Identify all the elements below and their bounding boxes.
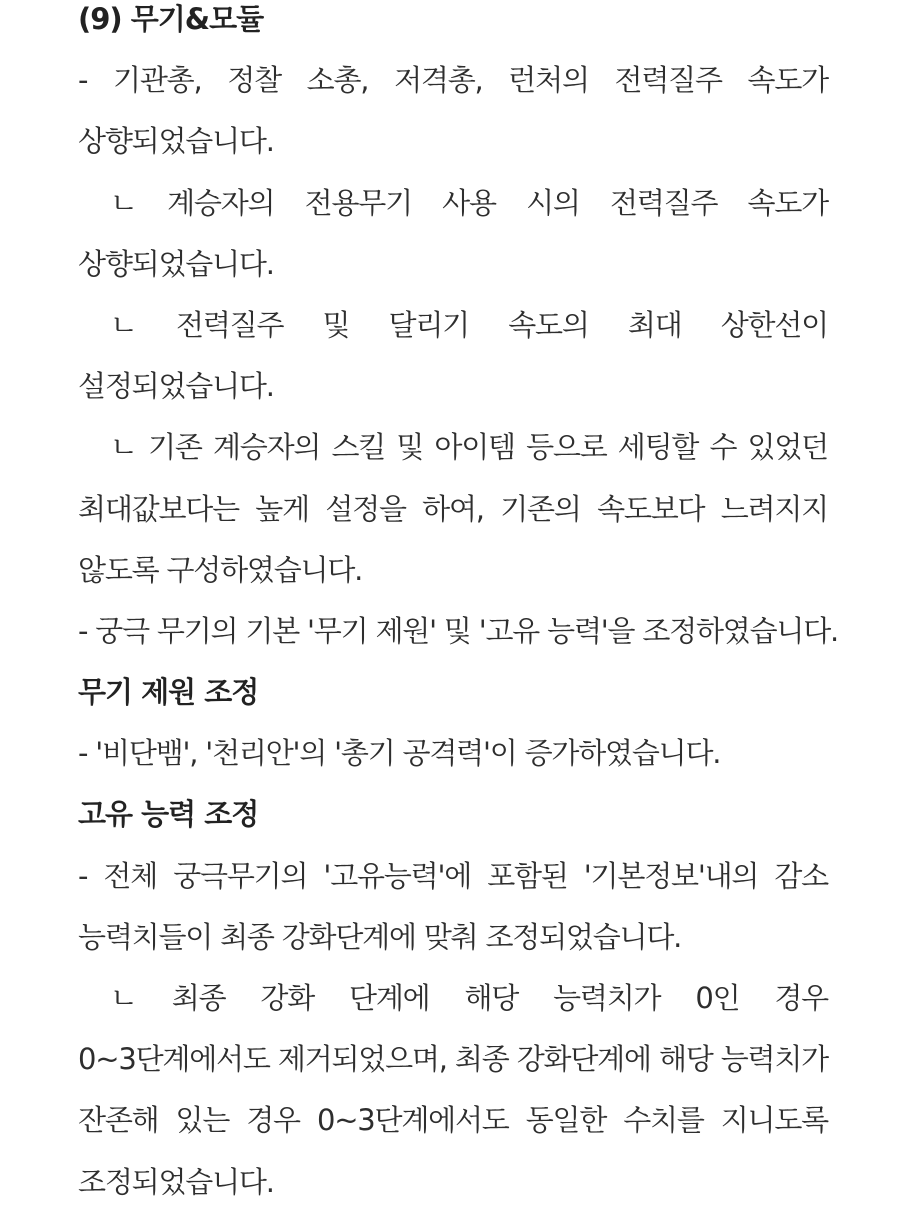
line-sprint-speed-weapons-cont: 상향되었습니다.: [78, 124, 274, 159]
line-zero-stat-4: 조정되었습니다.: [78, 1164, 274, 1199]
line-ultimate-weapon-adjust: - 궁극 무기의 기본 '무기 제원' 및 '고유 능력'을 조정하였습니다.: [78, 613, 839, 648]
line-zero-stat-1: ㄴ 최종 강화 단계에 해당 능력치가 0인 경우: [110, 981, 828, 1015]
line-inheritor-weapon-sprint: ㄴ 계승자의 전용무기 사용 시의 전력질주 속도가: [110, 185, 828, 220]
line-max-speed-cap: ㄴ 전력질주 및 달리기 속도의 최대 상한선이: [110, 307, 828, 342]
patch-notes-document: [78, 0, 839, 1213]
line-zero-stat-2: 0~3단계에서도 제거되었으며, 최종 강화단계에 해당 능력치가: [78, 1042, 828, 1077]
heading-unique-ability: 고유 능력 조정: [78, 797, 259, 832]
line-inheritor-weapon-sprint-cont: 상향되었습니다.: [78, 246, 274, 281]
line-zero-stat-3: 잔존해 있는 경우 0~3단계에서도 동일한 수치를 지니도록: [78, 1103, 828, 1138]
line-weapon-stats-change: - '비단뱀', '천리안'의 '총기 공격력'이 증가하였습니다.: [78, 736, 721, 771]
line-sprint-speed-weapons: - 기관총, 정찰 소총, 저격총, 런처의 전력질주 속도가: [78, 63, 828, 98]
line-unique-ability-1: - 전체 궁극무기의 '고유능력'에 포함된 '기본정보'내의 감소: [78, 858, 828, 893]
line-max-speed-cap-cont: 설정되었습니다.: [78, 369, 274, 404]
line-cap-explanation-3: 않도록 구성하였습니다.: [78, 552, 363, 587]
line-cap-explanation-2: 최대값보다는 높게 설정을 하여, 기존의 속도보다 느려지지: [78, 491, 828, 526]
line-unique-ability-2: 능력치들이 최종 강화단계에 맞춰 조정되었습니다.: [78, 919, 682, 954]
heading-weapon-stats: 무기 제원 조정: [78, 675, 259, 710]
line-cap-explanation-1: ㄴ 기존 계승자의 스킬 및 아이템 등으로 세팅할 수 있었던: [110, 430, 828, 465]
section-title: (9) 무기&모듈: [78, 2, 264, 36]
